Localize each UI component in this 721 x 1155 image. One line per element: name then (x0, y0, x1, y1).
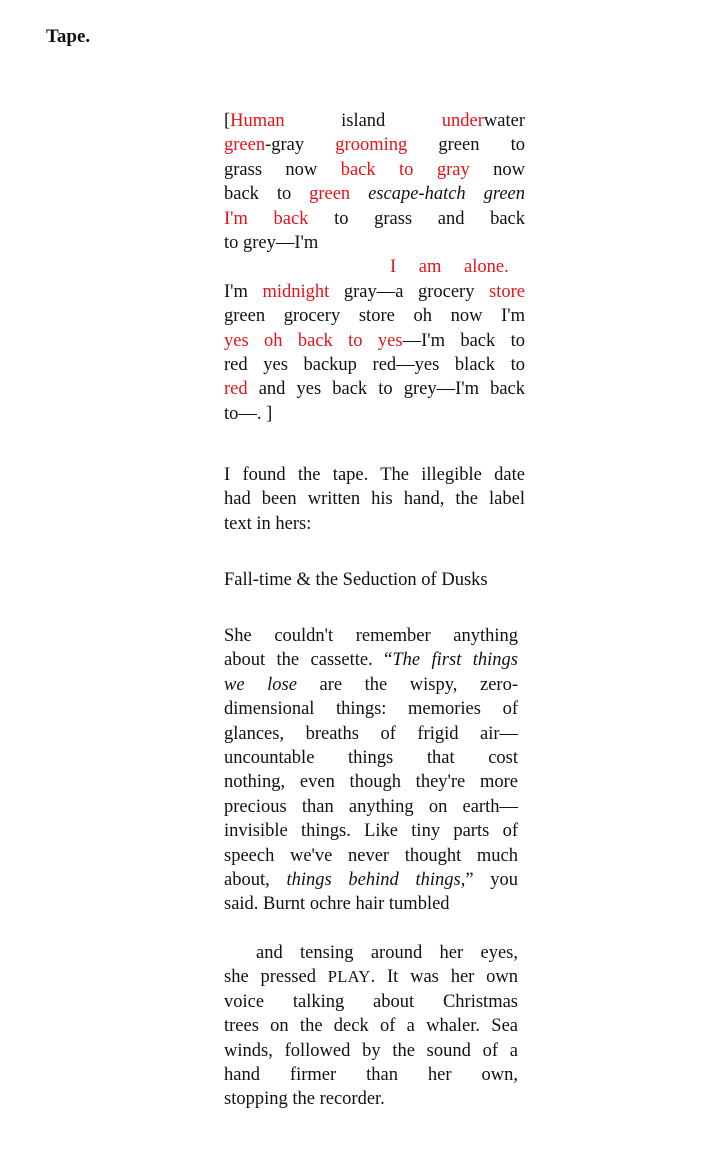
text-line: dimensional things: memories of (224, 699, 518, 720)
text-span: -gray (265, 135, 336, 156)
red-text: Human (230, 111, 285, 131)
red-text: midnight (262, 281, 330, 302)
text-span: about, (224, 870, 287, 891)
red-text: yes oh back to yes (224, 330, 403, 351)
text-line: stopping the recorder. (224, 1089, 385, 1110)
text-line: uncountable things that cost (224, 748, 518, 769)
poem-line (224, 133, 525, 157)
text-line: glances, breaths of frigid air— (224, 723, 518, 744)
poem-line: to grey—I'm (224, 233, 319, 254)
text-span: water (483, 111, 525, 131)
text-span: ,” you (460, 870, 519, 891)
text-line: voice talking about Christmas (224, 991, 518, 1012)
text-span: back to (224, 184, 310, 205)
text-line: I found the tape. The illegible date (224, 465, 525, 485)
text-span: [ (224, 111, 231, 131)
tape-label-text: Fall-time & the Seduction of Dusks (224, 570, 488, 590)
paragraph-found-tape (224, 463, 525, 536)
paragraph-cassette (224, 624, 518, 917)
text-span: green to (407, 135, 525, 156)
text-line: speech we've never thought much (224, 845, 518, 866)
text-line: text in hers: (224, 513, 312, 534)
text-line: precious than anything on earth— (224, 796, 518, 817)
text-line: hand firmer than her own, (224, 1065, 518, 1086)
text-line: had been written his hand, the label (224, 489, 525, 510)
text-line: She couldn't remember anything (224, 626, 518, 646)
red-text: grooming (335, 135, 408, 156)
poem-line (224, 377, 525, 401)
text-line: trees on the deck of a whaler. Sea (224, 1016, 518, 1037)
text-span: grass now (224, 159, 341, 180)
text-line: nothing, even though they're more (224, 772, 518, 793)
text-span: gray—a grocery (329, 281, 490, 302)
text-span: about the cassette. “ (224, 650, 393, 671)
poem-line (224, 158, 525, 182)
text-line (224, 673, 518, 697)
red-text: store (489, 281, 525, 302)
red-text: I'm back (224, 208, 309, 229)
poem-line (224, 280, 525, 304)
poem-line (224, 182, 525, 206)
text-span: and yes back to grey—I'm back (247, 379, 525, 400)
small-caps-text: PLAY (327, 967, 371, 987)
italic-text: The first things (392, 650, 518, 671)
text-span: she pressed (224, 967, 328, 988)
text-span: are the wispy, zero- (296, 674, 518, 695)
poem-line: green grocery store oh now I'm (224, 306, 525, 327)
poem-line: I am alone. (390, 257, 509, 278)
red-text: under (441, 111, 484, 131)
text-span: to grass and back (308, 208, 525, 229)
red-text: green (309, 184, 351, 205)
italic-text: things behind things (286, 870, 461, 891)
text-span: island (284, 111, 442, 131)
red-text: back to gray (340, 159, 470, 180)
text-line: invisible things. Like tiny parts of (224, 821, 518, 842)
text-span: now (469, 159, 525, 180)
text-line (224, 868, 518, 892)
paragraph-play (224, 941, 518, 1112)
poem-line (224, 329, 525, 353)
text-span: . It was her own (370, 967, 518, 988)
poem-line: red yes backup red—yes black to (224, 355, 525, 376)
text-line: winds, followed by the sound of a (224, 1040, 518, 1061)
red-text: red (224, 379, 248, 400)
text-line: and tensing around her eyes, (256, 943, 518, 963)
text-line: said. Burnt ochre hair tumbled (224, 894, 450, 915)
poem-block (224, 109, 525, 426)
text-line (224, 648, 518, 672)
italic-text: escape-hatch green (368, 184, 525, 205)
red-text: green (224, 135, 266, 156)
poem-line (224, 109, 525, 133)
text-span: —I'm back to (402, 330, 525, 351)
poem-line (224, 207, 525, 231)
text-span: I'm (224, 281, 263, 302)
poem-line: to—. ] (224, 403, 273, 424)
italic-text: we lose (224, 674, 297, 695)
text-line (224, 965, 518, 989)
page-title: Tape. (46, 26, 91, 47)
